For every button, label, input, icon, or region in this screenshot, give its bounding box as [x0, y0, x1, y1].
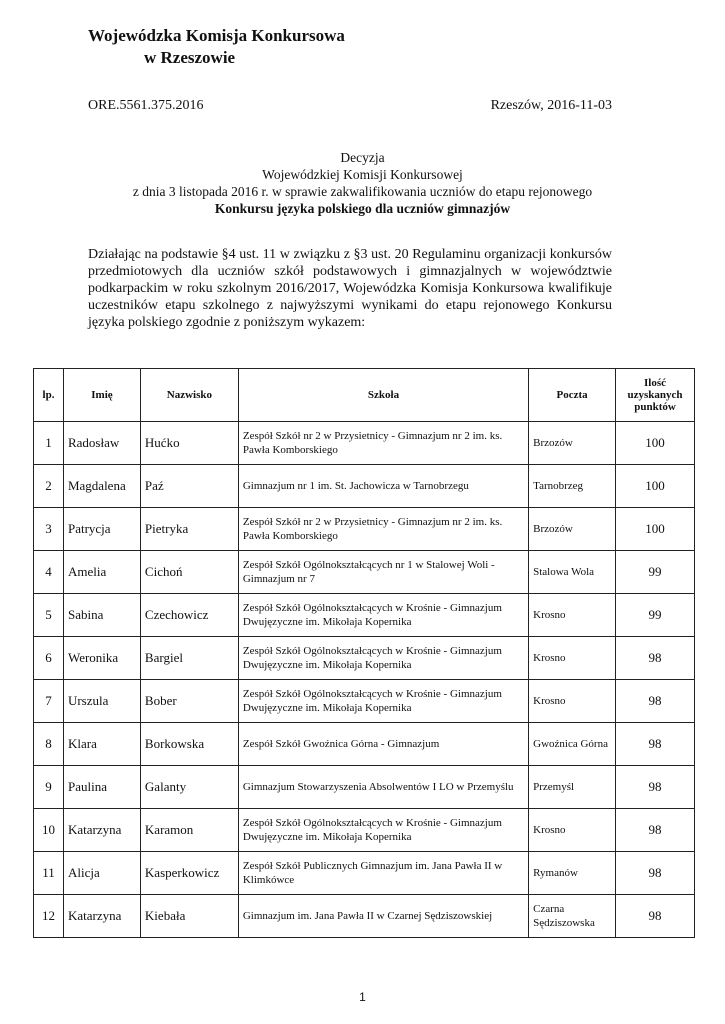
- cell-school: Zespół Szkół nr 2 w Przysietnicy - Gimnazjum nr 2 im. ks. Pawła Komborskiego: [238, 508, 528, 551]
- cell-school: Zespół Szkół Ogólnokształcących w Krośnie - Gimnazjum Dwujęzyczne im. Mikołaja Kopernika: [238, 680, 528, 723]
- cell-last-name: Bober: [140, 680, 238, 723]
- cell-lp: 11: [34, 852, 64, 895]
- cell-school: Zespół Szkół Ogólnokształcących w Krośnie - Gimnazjum Dwujęzyczne im. Mikołaja Kopernika: [238, 809, 528, 852]
- decision-heading: [60, 149, 665, 217]
- cell-first-name: Katarzyna: [63, 895, 140, 938]
- cell-lp: 10: [34, 809, 64, 852]
- cell-city: Krosno: [529, 637, 616, 680]
- cell-first-name: Urszula: [63, 680, 140, 723]
- cell-school: Gimnazjum im. Jana Pawła II w Czarnej Sędziszowskiej: [238, 895, 528, 938]
- cell-city: Brzozów: [529, 422, 616, 465]
- cell-last-name: Pietryka: [140, 508, 238, 551]
- table-row: [34, 809, 695, 852]
- cell-first-name: Alicja: [63, 852, 140, 895]
- cell-first-name: Magdalena: [63, 465, 140, 508]
- cell-first-name: Radosław: [63, 422, 140, 465]
- table-header-row: [34, 369, 695, 422]
- table-row: [34, 895, 695, 938]
- institution-line-2: w Rzeszowie: [144, 48, 236, 67]
- table-row: [34, 723, 695, 766]
- header-last-name: Nazwisko: [140, 369, 238, 422]
- cell-first-name: Weronika: [63, 637, 140, 680]
- reference-number: ORE.5561.375.2016: [88, 98, 204, 113]
- institution-name: [88, 25, 345, 69]
- cell-last-name: Czechowicz: [140, 594, 238, 637]
- cell-city: Gwoźnica Górna: [529, 723, 616, 766]
- header-first-name: Imię: [63, 369, 140, 422]
- cell-lp: 4: [34, 551, 64, 594]
- decision-title: Decyzja: [340, 150, 385, 165]
- cell-city: Tarnobrzeg: [529, 465, 616, 508]
- cell-lp: 1: [34, 422, 64, 465]
- header-school: Szkoła: [238, 369, 528, 422]
- cell-last-name: Hućko: [140, 422, 238, 465]
- table-row: [34, 852, 695, 895]
- cell-points: 98: [616, 637, 695, 680]
- cell-points: 99: [616, 594, 695, 637]
- qualified-students-table: [33, 368, 695, 938]
- cell-first-name: Katarzyna: [63, 809, 140, 852]
- cell-points: 100: [616, 508, 695, 551]
- cell-school: Gimnazjum Stowarzyszenia Absolwentów I LO w Przemyślu: [238, 766, 528, 809]
- cell-first-name: Patrycja: [63, 508, 140, 551]
- cell-first-name: Sabina: [63, 594, 140, 637]
- cell-points: 98: [616, 766, 695, 809]
- cell-lp: 6: [34, 637, 64, 680]
- cell-city: Krosno: [529, 680, 616, 723]
- cell-first-name: Amelia: [63, 551, 140, 594]
- cell-points: 100: [616, 422, 695, 465]
- table-row: [34, 766, 695, 809]
- cell-last-name: Galanty: [140, 766, 238, 809]
- cell-points: 98: [616, 852, 695, 895]
- institution-line-1: Wojewódzka Komisja Konkursowa: [88, 26, 345, 45]
- cell-school: Zespół Szkół Publicznych Gimnazjum im. Jana Pawła II w Klimkówce: [238, 852, 528, 895]
- cell-school: Zespół Szkół Gwoźnica Górna - Gimnazjum: [238, 723, 528, 766]
- cell-first-name: Klara: [63, 723, 140, 766]
- cell-lp: 3: [34, 508, 64, 551]
- cell-school: Zespół Szkół Ogólnokształcących nr 1 w Stalowej Woli - Gimnazjum nr 7: [238, 551, 528, 594]
- cell-lp: 12: [34, 895, 64, 938]
- table-row: [34, 551, 695, 594]
- cell-last-name: Bargiel: [140, 637, 238, 680]
- cell-city: Przemyśl: [529, 766, 616, 809]
- table-row: [34, 422, 695, 465]
- cell-city: Rymanów: [529, 852, 616, 895]
- header-points: Ilość uzyskanych punktów: [616, 369, 695, 422]
- cell-school: Gimnazjum nr 1 im. St. Jachowicza w Tarnobrzegu: [238, 465, 528, 508]
- cell-lp: 5: [34, 594, 64, 637]
- cell-school: Zespół Szkół Ogólnokształcących w Krośnie - Gimnazjum Dwujęzyczne im. Mikołaja Kopernika: [238, 594, 528, 637]
- header-city: Poczta: [529, 369, 616, 422]
- table-row: [34, 594, 695, 637]
- cell-city: Czarna Sędziszowska: [529, 895, 616, 938]
- header-lp: lp.: [34, 369, 64, 422]
- decision-line-4: Konkursu języka polskiego dla uczniów gimnazjów: [214, 201, 511, 216]
- place-date: Rzeszów, 2016-11-03: [490, 98, 612, 113]
- cell-points: 98: [616, 895, 695, 938]
- page-number: 1: [359, 990, 366, 1004]
- cell-last-name: Kiebała: [140, 895, 238, 938]
- cell-points: 98: [616, 723, 695, 766]
- cell-lp: 8: [34, 723, 64, 766]
- cell-city: Brzozów: [529, 508, 616, 551]
- cell-last-name: Kasperkowicz: [140, 852, 238, 895]
- decision-line-3: z dnia 3 listopada 2016 r. w sprawie zakwalifikowania uczniów do etapu rejonowego: [132, 184, 593, 199]
- legal-basis-paragraph: Działając na podstawie §4 ust. 11 w związku z §3 ust. 20 Regulaminu organizacji konkursów przedmiotowych dla uczniów szkół podstawowych i gimnazjalnych w województwie podkarpackim w roku szkolnym 2016/2017, Wojewódzka Komisja Konkursowa kwalifikuje uczestników etapu szkolnego z najwyższymi wynikami do etapu rejonowego Konkursu języka polskiego zgodnie z poniższym wykazem:: [88, 247, 612, 330]
- table-row: [34, 508, 695, 551]
- cell-first-name: Paulina: [63, 766, 140, 809]
- cell-points: 98: [616, 680, 695, 723]
- cell-city: Krosno: [529, 594, 616, 637]
- cell-lp: 2: [34, 465, 64, 508]
- cell-points: 98: [616, 809, 695, 852]
- cell-last-name: Paź: [140, 465, 238, 508]
- cell-school: Zespół Szkół Ogólnokształcących w Krośnie - Gimnazjum Dwujęzyczne im. Mikołaja Kopernika: [238, 637, 528, 680]
- decision-line-2: Wojewódzkiej Komisji Konkursowej: [262, 167, 463, 182]
- table-row: [34, 465, 695, 508]
- cell-city: Stalowa Wola: [529, 551, 616, 594]
- cell-points: 100: [616, 465, 695, 508]
- cell-lp: 7: [34, 680, 64, 723]
- cell-city: Krosno: [529, 809, 616, 852]
- table-row: [34, 680, 695, 723]
- cell-points: 99: [616, 551, 695, 594]
- cell-school: Zespół Szkół nr 2 w Przysietnicy - Gimnazjum nr 2 im. ks. Pawła Komborskiego: [238, 422, 528, 465]
- table-row: [34, 637, 695, 680]
- cell-lp: 9: [34, 766, 64, 809]
- cell-last-name: Karamon: [140, 809, 238, 852]
- cell-last-name: Cichoń: [140, 551, 238, 594]
- cell-last-name: Borkowska: [140, 723, 238, 766]
